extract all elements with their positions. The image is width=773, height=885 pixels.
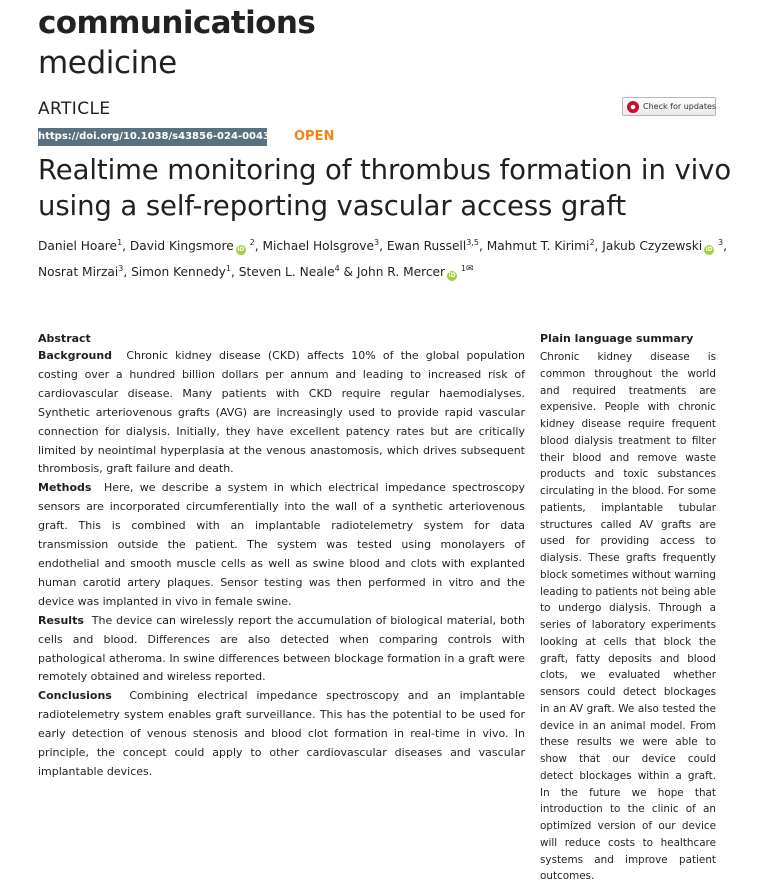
author[interactable]: [130, 239, 255, 253]
author-affiliation: 4: [334, 264, 340, 273]
author-name[interactable]: David Kingsmore: [129, 239, 234, 253]
plain-language-summary-text: Chronic kidney disease is common throughout the world and required treatments are expensive. People with chronic kidney disease require frequent blood dialysis treatment to filter their blood and remove waste products and toxic substances circulating in the blood. For some patients, implantable tubular structures called AV grafts are used for providing access to dialysis. These grafts frequently block sometimes without warning leading to patients not being able to undergo dialysis. Through a series of laboratory experiments looking at cells that block the graft, fatty deposits and blood clots, we evaluated whether sensors could detect blockages in an AV graft. We also tested the device in an animal model. From these results we were able to show that our device could detect blockages within a graft. In the future we hope that introduction to the clinic of an optimized version of our device will reduce costs to healthcare systems and improve patient outcomes.: [540, 351, 716, 883]
section-label: Background: [38, 349, 113, 362]
crossmark-icon: [627, 101, 639, 113]
author[interactable]: [131, 265, 231, 279]
author-affiliation: 1: [460, 264, 467, 273]
section-text: Combining electrical impedance spectroscopy and an implantable radiotelemetry system enables graft surveillance. This has the potential to be used for early detection of venous stenosis and blood clot formation in real-time in vivo. In principle, the concept could apply to other cardiovascular diseases and vascular implantable devices.: [38, 689, 525, 778]
section-label: Results: [38, 613, 84, 627]
author-name[interactable]: Nosrat Mirzai: [38, 265, 119, 279]
doi-link[interactable]: https://doi.org/10.1038/s43856-024-00436-8: [38, 128, 267, 146]
author-affiliation: 3: [374, 238, 380, 247]
mail-icon[interactable]: ✉: [466, 264, 474, 274]
author-affiliation: 3: [118, 264, 124, 273]
author-name[interactable]: John R. Mercer: [356, 265, 446, 279]
author-name[interactable]: Jakub Czyzewski: [602, 239, 703, 253]
author-name[interactable]: Simon Kennedy: [131, 265, 226, 279]
author[interactable]: [602, 239, 723, 253]
author[interactable]: [357, 265, 474, 279]
abstract-section-background: [38, 347, 525, 479]
author-name[interactable]: Mahmut T. Kirimi: [486, 239, 590, 253]
abstract: [38, 330, 525, 782]
author[interactable]: [387, 239, 479, 253]
author-name[interactable]: Daniel Hoare: [38, 239, 118, 253]
author[interactable]: [487, 239, 595, 253]
author-affiliation: 3,5: [466, 238, 479, 247]
section-label: Methods: [38, 481, 92, 495]
article-type: ARTICLE: [38, 99, 111, 119]
journal-name-line2: medicine: [38, 45, 177, 81]
check-for-updates-label: Check for updates: [643, 102, 717, 111]
section-text: Chronic kidney disease (CKD) affects 10% of the global population costing over a hundred billion dollars per annum and leading to increased risk of cardiovascular disease. Many patients with CKD require regular haemodialyses. Synthetic arteriovenous grafts (AVG) are increasingly used to provide rapid vascular connection for dialysis. Initially, they have excellent patency rates but are critically limited by neointimal hyperplasia at the venous anastomosis, which drives subsequent thrombosis, graft failure and death.: [38, 349, 525, 476]
plain-language-summary: [540, 331, 716, 885]
author-name[interactable]: Steven L. Neale: [238, 265, 335, 279]
author-affiliation: 2: [249, 238, 255, 247]
author-name[interactable]: Ewan Russell: [386, 239, 467, 253]
abstract-section-methods: [38, 479, 525, 611]
open-access-badge: OPEN: [294, 129, 335, 144]
abstract-section-results: [38, 612, 525, 688]
section-text: Here, we describe a system in which electrical impedance spectroscopy sensors are incorporated circumferentially into the wall of a synthetic arteriovenous graft. This is combined with an implantable radiotelemetry system for data transmission outside the patient. The system was tested using monolayers of endothelial and smooth muscle cells as well as swine blood and clots with explanted human carotid artery plaques. Sensor testing was then performed in vitro and the device was implanted in vivo in female swine.: [38, 481, 525, 608]
author-list: Daniel Hoare$^1$, David Kingsmore iD $^2$, Michael Holsgrove$^3$, Ewan Russell$^{3,5}$, Mahmut T. Kirimi$^2$, Jakub Czyzewski iD $^3$, Nosrat Mirzai$^3$, Simon Kennedy$^1$, Steven L. Neale$^4$ & John R. Mercer iD $^{1✉}$: [38, 238, 727, 279]
author-affiliation: 2: [589, 238, 595, 247]
author[interactable]: [38, 265, 123, 279]
author-affiliation: 1: [117, 238, 123, 247]
orcid-icon[interactable]: iD: [237, 246, 245, 253]
article-title: Realtime monitoring of thrombus formation in vivo using a self-reporting vascular access graft: [38, 154, 732, 222]
author-affiliation: 3: [718, 238, 724, 247]
author[interactable]: [239, 265, 340, 279]
orcid-icon[interactable]: iD: [448, 272, 456, 279]
check-for-updates-button[interactable]: [622, 97, 716, 116]
author[interactable]: [38, 239, 122, 253]
author-affiliation: 1: [225, 264, 231, 273]
author-name[interactable]: Michael Holsgrove: [262, 239, 375, 253]
author[interactable]: [262, 239, 379, 253]
orcid-icon[interactable]: iD: [705, 246, 713, 253]
abstract-section-conclusions: [38, 687, 525, 782]
journal-name-line1: communications: [38, 5, 316, 41]
abstract-heading: Abstract: [38, 332, 91, 345]
plain-language-summary-heading: Plain language summary: [540, 332, 694, 345]
section-text: The device can wirelessly report the accumulation of biological material, both cells and blood. Differences are also detected when comparing controls with pathological atheroma. In swine differences between blockage formation in a graft were remotely obtained and wireless reported.: [38, 613, 525, 684]
section-label: Conclusions: [38, 689, 112, 703]
